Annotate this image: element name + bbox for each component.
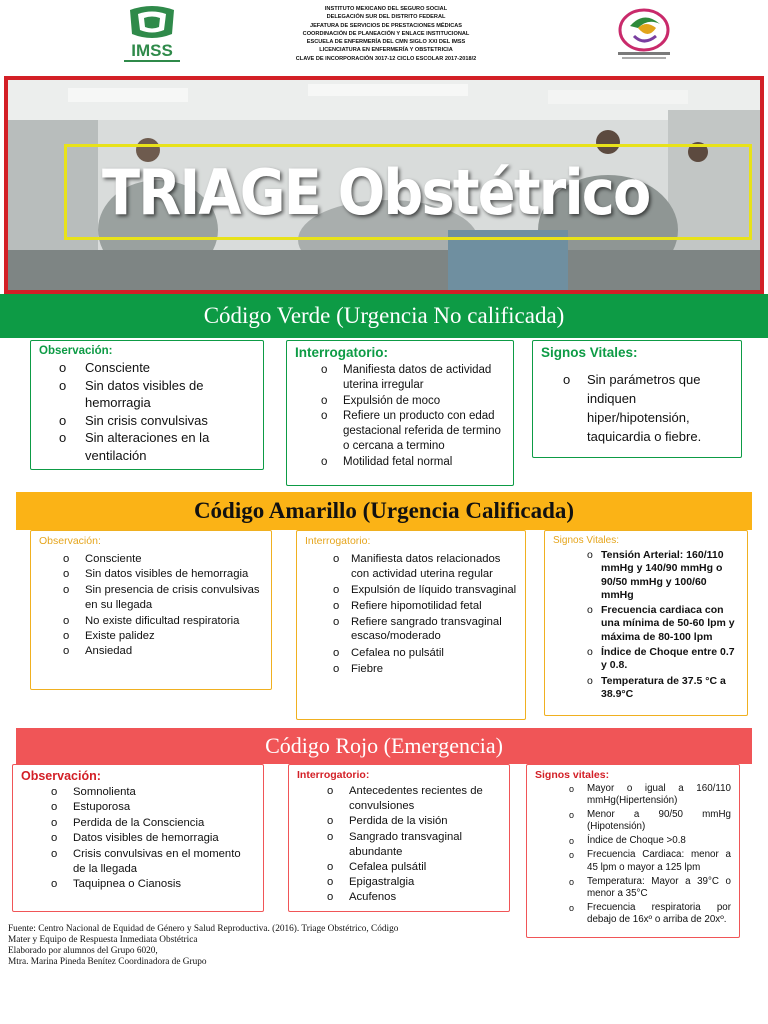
red-observacion-box xyxy=(12,764,264,912)
item-list xyxy=(553,549,739,701)
box-title: Interrogatorio: xyxy=(297,769,370,781)
list-item: o Refiere un producto con edad gestacional referida de termino o cercana a termino xyxy=(295,409,505,455)
footer-line: Elaborado por alumnos del Grupo 6020, xyxy=(8,946,158,956)
list-item: o Fiebre xyxy=(305,662,517,677)
list-item: o Expulsión de líquido transvaginal xyxy=(305,583,517,598)
list-item: o Acufenos xyxy=(297,890,501,905)
footer-line: Mater y Equipo de Respuesta Inmediata Obstétrica xyxy=(8,935,198,945)
list-item: o Cefalea pulsátil xyxy=(297,860,501,875)
imss-logo xyxy=(112,4,192,66)
list-item: o Estuporosa xyxy=(21,800,255,815)
institution-line: COORDINACIÓN DE PLANEACIÓN Y ENLACE INSTITUCIONAL xyxy=(302,30,470,37)
list-item: o Refiere sangrado transvaginal escaso/moderado xyxy=(305,615,517,644)
list-item: o Sin datos visibles de hemorragia xyxy=(39,567,263,582)
box-title: Signos vitales: xyxy=(535,769,610,781)
item-list xyxy=(295,363,505,470)
list-item: o Sin parámetros que indiquen hiper/hipotensión, taquicardia o fiebre. xyxy=(541,370,733,446)
list-item: o Datos visibles de hemorragia xyxy=(21,831,255,846)
yellow-code-heading: Código Amarillo (Urgencia Calificada) xyxy=(16,492,752,530)
list-item: o Expulsión de moco xyxy=(295,394,505,409)
list-item: o Índice de Choque >0.8 xyxy=(535,835,731,847)
poster-title: TRIAGE Obstétrico xyxy=(102,156,650,229)
list-item: o Temperatura de 37.5 °C a 38.9°C xyxy=(553,675,739,702)
header xyxy=(0,0,768,74)
red-signos-box xyxy=(526,764,740,938)
yellow-interrogatorio-box xyxy=(296,530,526,720)
list-item: o Sin presencia de crisis convulsivas en su llegada xyxy=(39,583,263,614)
list-item: o Somnolienta xyxy=(21,785,255,800)
list-item: o Manifiesta datos relacionados con actividad uterina regular xyxy=(305,552,517,581)
list-item: o Consciente xyxy=(39,359,255,377)
item-list xyxy=(541,370,733,446)
yellow-observacion-box xyxy=(30,530,272,690)
item-list xyxy=(39,552,263,660)
list-item: o Taquipnea o Cianosis xyxy=(21,877,255,892)
list-item: o Mayor o igual a 160/110 mmHg(Hipertensión) xyxy=(535,783,731,807)
list-item: o Sin crisis convulsivas xyxy=(39,412,255,430)
institution-line: DELEGACIÓN SUR DEL DISTRITO FEDERAL xyxy=(326,14,446,21)
item-list xyxy=(305,552,517,676)
box-title: Observación: xyxy=(39,535,101,547)
item-list xyxy=(297,784,501,906)
list-item: o Cefalea no pulsátil xyxy=(305,646,517,661)
yellow-signos-box xyxy=(544,530,748,716)
box-title: Interrogatorio: xyxy=(305,535,371,547)
list-item: o Refiere hipomotilidad fetal xyxy=(305,599,517,614)
box-title: Signos Vitales: xyxy=(553,535,619,546)
item-list xyxy=(39,359,255,464)
institution-line: ESCUELA DE ENFERMERÍA DEL CMN SIGLO XXI DEL IMSS xyxy=(306,39,466,46)
box-title: Signos Vitales: xyxy=(541,345,638,360)
list-item: o Frecuencia Cardiaca: menor a 45 lpm o mayor a 125 lpm xyxy=(535,849,731,873)
list-item: o Ansiedad xyxy=(39,644,263,659)
institution-line: INSTITUTO MEXICANO DEL SEGURO SOCIAL xyxy=(324,6,448,12)
list-item: o Temperatura: Mayor a 39°C o menor a 35°C xyxy=(535,876,731,900)
list-item: o Frecuencia cardiaca con una mínima de 50-60 lpm y máxima de 80-100 lpm xyxy=(553,604,739,644)
list-item: o Consciente xyxy=(39,552,263,567)
box-title: Observación: xyxy=(39,345,113,357)
list-item: o Antecedentes recientes de convulsiones xyxy=(297,784,501,814)
list-item: o Menor a 90/50 mmHg (Hipotensión) xyxy=(535,809,731,833)
item-list xyxy=(535,783,731,926)
red-code-heading: Código Rojo (Emergencia) xyxy=(16,728,752,764)
green-signos-box xyxy=(532,340,742,458)
list-item: o Sin alteraciones en la ventilación xyxy=(39,429,255,464)
institution-lines xyxy=(270,5,502,63)
institution-line: JEFATURA DE SERVICIOS DE PRESTACIONES MÉDICAS xyxy=(309,22,463,29)
school-emblem xyxy=(604,6,684,64)
list-item: o Perdida de la visión xyxy=(297,814,501,829)
red-interrogatorio-box xyxy=(288,764,510,912)
list-item: o Índice de Choque entre 0.7 y 0.8. xyxy=(553,646,739,673)
box-title: Interrogatorio: xyxy=(295,345,388,360)
list-item: o Existe palidez xyxy=(39,629,263,644)
list-item: o Epigastralgia xyxy=(297,875,501,890)
imss-logo-text: IMSS xyxy=(131,41,173,60)
green-observacion-box xyxy=(30,340,264,470)
footer-line: Mtra. Marina Pineda Benítez Coordinadora de Grupo xyxy=(8,957,207,967)
list-item: o Sin datos visibles de hemorragia xyxy=(39,377,255,412)
green-interrogatorio-box xyxy=(286,340,514,486)
footer-source xyxy=(8,924,508,968)
list-item: o Motilidad fetal normal xyxy=(295,455,505,470)
list-item: o Crisis convulsivas en el momento de la llegada xyxy=(21,847,255,878)
hero-banner xyxy=(4,76,764,294)
list-item: o Tensión Arterial: 160/110 mmHg y 140/90 mmHg o 90/50 mmHg y 100/60 mmHg xyxy=(553,549,739,602)
institution-line: CLAVE DE INCORPORACIÓN 3017-12 CICLO ESCOLAR 2017-2018/2 xyxy=(295,55,477,62)
list-item: o Frecuencia respiratoria por debajo de 16xº o arriba de 20xº. xyxy=(535,902,731,926)
list-item: o No existe dificultad respiratoria xyxy=(39,614,263,629)
list-item: o Perdida de la Consciencia xyxy=(21,816,255,831)
footer-line: Fuente: Centro Nacional de Equidad de Género y Salud Reproductiva. (2016). Triage Obstétrico, Código xyxy=(8,924,399,934)
box-title: Observación: xyxy=(21,769,101,783)
green-code-heading: Código Verde (Urgencia No calificada) xyxy=(0,294,768,338)
institution-line: LICENCIATURA EN ENFERMERÍA Y OBSTETRICIA xyxy=(319,47,453,54)
list-item: o Sangrado transvaginal abundante xyxy=(297,830,501,860)
list-item: o Manifiesta datos de actividad uterina irregular xyxy=(295,363,505,394)
item-list xyxy=(21,785,255,893)
